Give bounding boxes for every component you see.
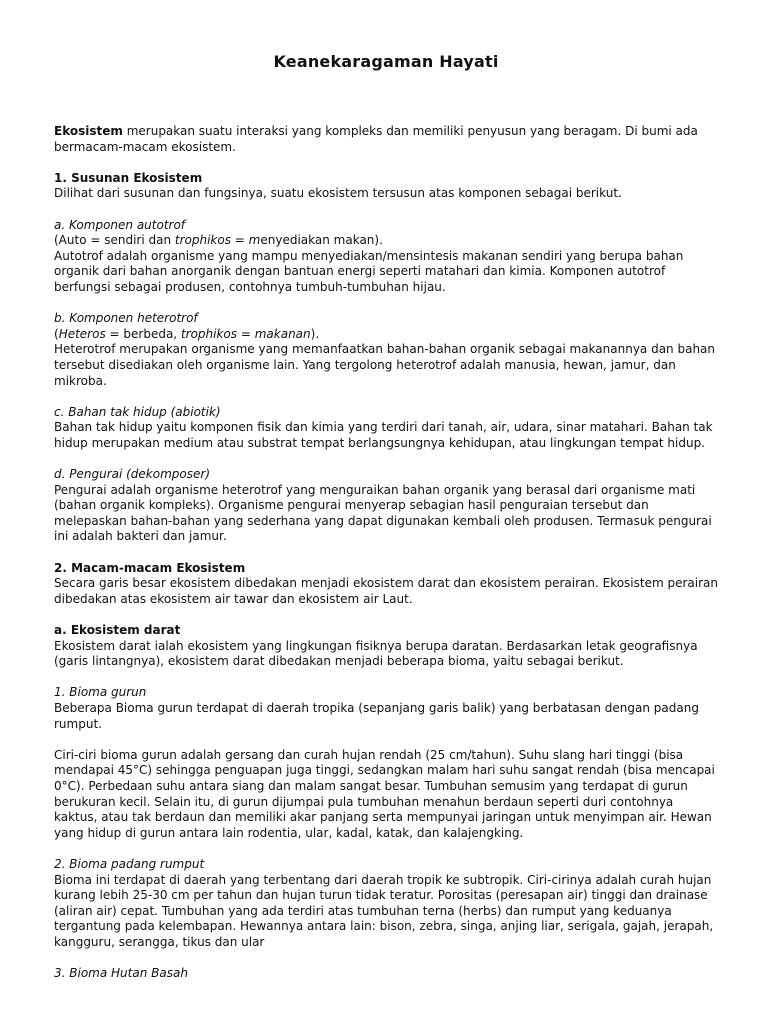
- intro-term: Ekosistem: [54, 124, 123, 138]
- pengurai-text: Pengurai adalah organisme heterotrof yang menguraikan bahan organik yang berasal dari organisme mati (bahan organik kompleks). Organisme pengurai menyerap sebagian hasil penguraian tersebut dan melepaskan bahan-bahan yang sederhana yang dapat digunakan kembali oleh produsen. Termasuk pengurai ini adalah bakteri dan jamur.: [54, 482, 712, 544]
- heterotrof-def-part: = berbeda,: [105, 326, 181, 341]
- heterotrof-def-term: Heteros: [58, 326, 106, 341]
- padang-text: Bioma ini terdapat di daerah yang terbentang dari daerah tropik ke subtropik. Ciri-cirinya adalah curah hujan kurang lebih 25-30 cm per tahun dan hujan turun tidak teratur. Porositas (peresapan air) tinggi dan drainase (aliran air) cepat. Tumbuhan yang ada terdiri atas tumbuhan terna (herbs) dan rumput yang keduanya tergantung pada kelembapan. Hewannya antara lain: bison, zebra, singa, anjing liar, serigala, gajah, jerapah, kangguru, serangga, tikus dan ular: [54, 872, 714, 949]
- section-susunan-text: Dilihat dari susunan dan fungsinya, suatu ekosistem tersusun atas komponen sebagai berikut.: [54, 186, 622, 201]
- section-susunan-heading: 1. Susunan Ekosistem: [54, 170, 203, 185]
- subsection-autotrof: [54, 218, 718, 296]
- autotrof-heading: a. Komponen autotrof: [54, 217, 186, 232]
- heterotrof-def-term: trophikos: [180, 326, 238, 341]
- section-macam-text: Secara garis besar ekosistem dibedakan menjadi ekosistem darat dan ekosistem perairan. Ekosistem perairan dibedakan atas ekosistem air tawar dan ekosistem air Laut.: [54, 576, 719, 606]
- gurun-text-2: Ciri-ciri bioma gurun adalah gersang dan curah hujan rendah (25 cm/tahun). Suhu slang hari tinggi (bisa mendapai 45°C) sehingga penguapan juga tinggi, sedangkan malam hari suhu sangat rendah (bisa mencapai 0°C). Perbedaan suhu antara siang dan malam sangat besar. Tumbuhan semusim yang terdapat di gurun berukuran kecil. Selain itu, di gurun dijumpai pula tumbuhan menahun berdaun seperti duri contohnya kaktus, atau tak berdaun dan memiliki akar panjang serta mempunyai jaringan untuk menyimpan air. Hewan yang hidup di gurun antara lain rodentia, ular, kadal, katak, dan kalajengking.: [54, 747, 715, 840]
- document-page: [54, 52, 718, 982]
- heterotrof-definition: [54, 327, 718, 343]
- subsection-padang-rumput: [54, 857, 718, 951]
- subsection-gurun: [54, 685, 718, 732]
- section-macam-heading: 2. Macam-macam Ekosistem: [54, 560, 246, 575]
- darat-text: Ekosistem darat ialah ekosistem yang lingkungan fisiknya berupa daratan. Berdasarkan letak geografisnya (garis lintangnya), ekosistem darat dibedakan menjadi beberapa bioma, yaitu sebagai berikut.: [54, 638, 698, 669]
- heterotrof-text: Heterotrof merupakan organisme yang memanfaatkan bahan-bahan organik sebagai makanannya dan bahan tersebut disediakan oleh organisme lain. Yang tergolong heterotrof adalah manusia, hewan, jamur, dan mikroba.: [54, 342, 716, 388]
- abiotik-text: Bahan tak hidup yaitu komponen fisik dan kimia yang terdiri dari tanah, air, udara, sinar matahari. Bahan tak hidup merupakan medium atau substrat tempat berlangsungnya kehidupan, atau lingkungan tempat hidup.: [54, 420, 713, 450]
- subsection-heterotrof: [54, 311, 718, 389]
- heterotrof-def-part: =: [237, 326, 255, 341]
- autotrof-def-term: trophikos: [174, 233, 231, 248]
- autotrof-def-part: (Auto = sendiri dan: [54, 233, 175, 248]
- document-title: Keanekaragaman Hayati: [273, 52, 499, 71]
- gurun-text: Beberapa Bioma gurun terdapat di daerah tropika (sepanjang garis balik) yang berbatasan dengan padang rumput.: [54, 700, 699, 731]
- subsection-darat: [54, 623, 718, 670]
- darat-heading: a. Ekosistem darat: [54, 623, 181, 637]
- intro-text: merupakan suatu interaksi yang kompleks dan memiliki penyusun yang beragam. Di bumi ada bermacam-macam ekosistem.: [54, 124, 698, 154]
- autotrof-def-term: m: [248, 233, 261, 248]
- section-susunan: [54, 171, 718, 202]
- gurun-heading: 1. Bioma gurun: [54, 685, 147, 700]
- subsection-abiotik: [54, 405, 718, 452]
- pengurai-heading: d. Pengurai (dekomposer): [54, 467, 210, 482]
- autotrof-text: Autotrof adalah organisme yang mampu menyediakan/mensintesis makanan sendiri yang berupa bahan organik dari bahan anorganik dengan bantuan energi seperti matahari dan kimia. Komponen autotrof berfungsi sebagai produsen, contohnya tumbuh-tumbuhan hijau.: [54, 248, 684, 294]
- abiotik-heading: c. Bahan tak hidup (abiotik): [54, 404, 221, 419]
- autotrof-def-part: =: [230, 233, 249, 248]
- padang-heading: 2. Bioma padang rumput: [54, 856, 205, 871]
- autotrof-def-part: enyediakan makan).: [260, 233, 383, 248]
- section-macam: [54, 561, 718, 608]
- subsection-pengurai: [54, 467, 718, 545]
- hutan-heading: 3. Bioma Hutan Basah: [54, 966, 188, 981]
- autotrof-definition: [54, 233, 718, 249]
- heterotrof-def-part: (: [54, 326, 59, 341]
- heterotrof-def-term: makanan: [254, 326, 311, 341]
- subsection-hutan-basah: [54, 966, 718, 982]
- heterotrof-def-part: ).: [310, 326, 320, 341]
- heterotrof-heading: b. Komponen heterotrof: [54, 311, 198, 326]
- intro-paragraph: [54, 124, 718, 155]
